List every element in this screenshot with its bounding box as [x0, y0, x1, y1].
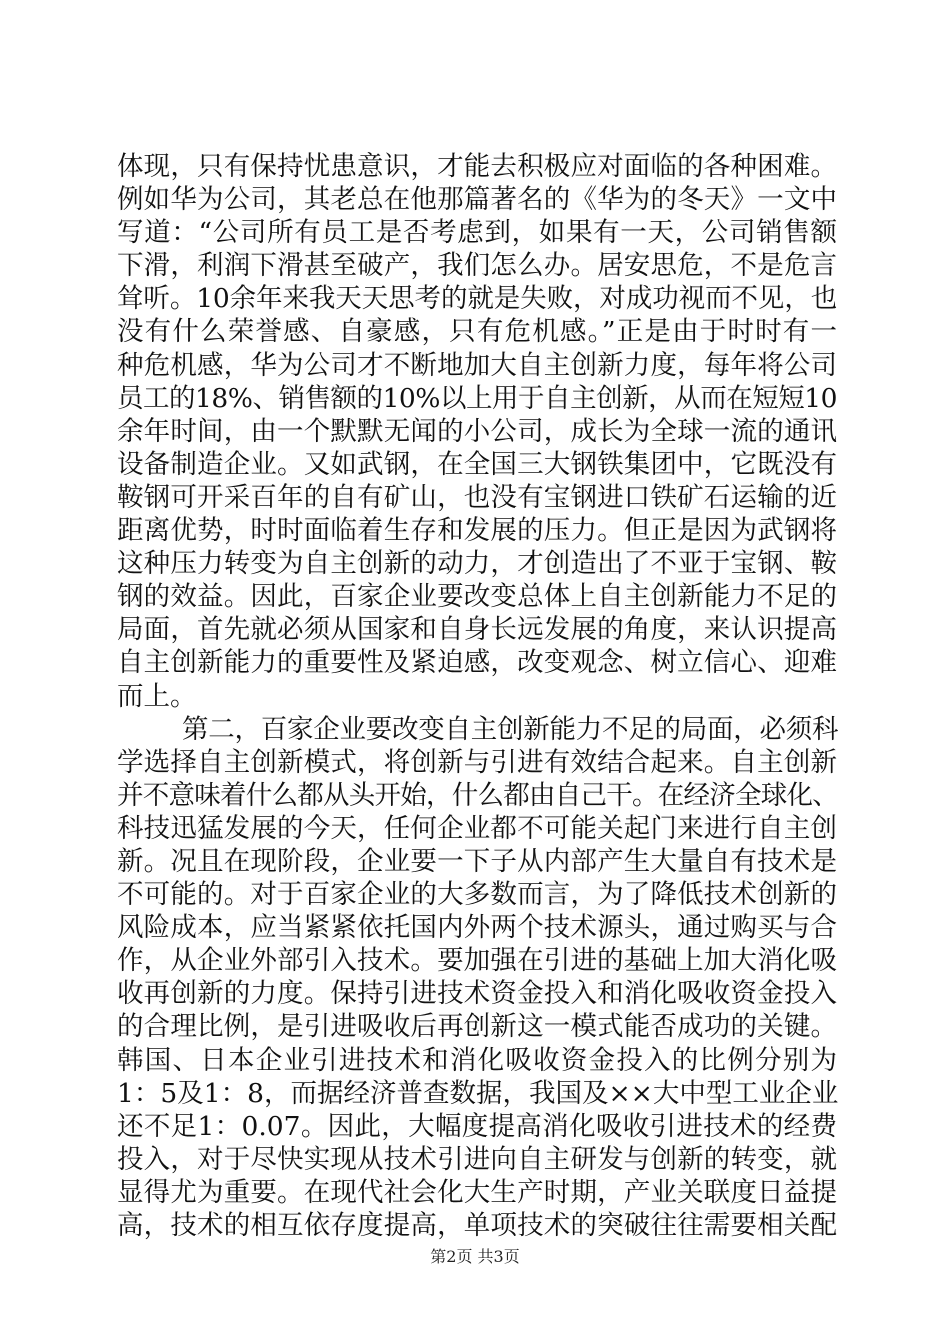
page-footer	[0, 1247, 950, 1267]
text-line: 收再创新的力度。保持引进技术资金投入和消化吸收资金投入	[117, 978, 837, 1010]
text-line: 投入，对于尽快实现从技术引进向自主研发与创新的转变，就	[117, 1143, 837, 1175]
text-line: 显得尤为重要。在现代社会化大生产时期，产业关联度日益提	[117, 1176, 837, 1208]
text-line: 距离优势，时时面临着生存和发展的压力。但正是因为武钢将	[117, 515, 837, 547]
text-line: 种危机感，华为公司才不断地加大自主创新力度，每年将公司	[117, 349, 837, 381]
text-line: 钢的效益。因此，百家企业要改变总体上自主创新能力不足的	[117, 581, 837, 613]
text-line: 科技迅猛发展的今天，任何企业都不可能关起门来进行自主创	[117, 812, 837, 844]
text-line: 高，技术的相互依存度提高，单项技术的突破往往需要相关配	[117, 1210, 837, 1241]
text-line: 作，从企业外部引入技术。要加强在引进的基础上加大消化吸	[117, 945, 837, 977]
paragraph-first-line: 第二，百家企业要改变自主创新能力不足的局面，必须科	[182, 713, 839, 745]
text-line: 下滑，利润下滑甚至破产，我们怎么办。居安思危，不是危言	[117, 250, 837, 282]
text-line: 的合理比例，是引进吸收后再创新这一模式能否成功的关键。	[117, 1011, 837, 1043]
text-line: 耸听。10余年来我天天思考的就是失败，对成功视而不见，也	[117, 283, 837, 315]
page-number-label: 第2页 共3页	[430, 1247, 520, 1266]
text-line: 不可能的。对于百家企业的大多数而言，为了降低技术创新的	[117, 879, 837, 911]
text-line: 并不意味着什么都从头开始，什么都由自己干。在经济全球化、	[117, 779, 838, 811]
text-line: 余年时间，由一个默默无闻的小公司，成长为全球一流的通讯	[117, 415, 837, 447]
text-line: 员工的18%、销售额的10%以上用于自主创新，从而在短短10	[117, 382, 837, 414]
text-line: 体现，只有保持忧患意识，才能去积极应对面临的各种困难。	[117, 151, 837, 182]
text-line: 设备制造企业。又如武钢，在全国三大钢铁集团中，它既没有	[117, 448, 837, 480]
text-line: 写道：“公司所有员工是否考虑到，如果有一天，公司销售额	[117, 217, 837, 249]
text-line: 没有什么荣誉感、自豪感，只有危机感。”正是由于时时有一	[117, 316, 837, 348]
text-line: 1：5及1：8，而据经济普查数据，我国及××大中型工业企业	[117, 1077, 839, 1109]
text-line: 风险成本，应当紧紧依托国内外两个技术源头，通过购买与合	[117, 912, 837, 944]
text-line: 例如华为公司，其老总在他那篇著名的《华为的冬天》一文中	[117, 184, 837, 216]
text-line: 自主创新能力的重要性及紧迫感，改变观念、树立信心、迎难	[117, 647, 837, 679]
text-line: 新。况且在现阶段，企业要一下子从内部产生大量自有技术是	[117, 845, 837, 877]
text-line: 鞍钢可开采百年的自有矿山，也没有宝钢进口铁矿石运输的近	[117, 481, 837, 513]
body-text	[117, 150, 837, 1242]
text-line: 局面，首先就必须从国家和自身长远发展的角度，来认识提高	[117, 614, 837, 646]
text-line: 韩国、日本企业引进技术和消化吸收资金投入的比例分别为	[117, 1044, 837, 1076]
text-line: 还不足1：0.07。因此，大幅度提高消化吸收引进技术的经费	[117, 1110, 837, 1142]
text-line: 而上。	[117, 680, 197, 712]
text-line: 学选择自主创新模式，将创新与引进有效结合起来。自主创新	[117, 746, 837, 778]
text-line: 这种压力转变为自主创新的动力，才创造出了不亚于宝钢、鞍	[117, 548, 837, 580]
